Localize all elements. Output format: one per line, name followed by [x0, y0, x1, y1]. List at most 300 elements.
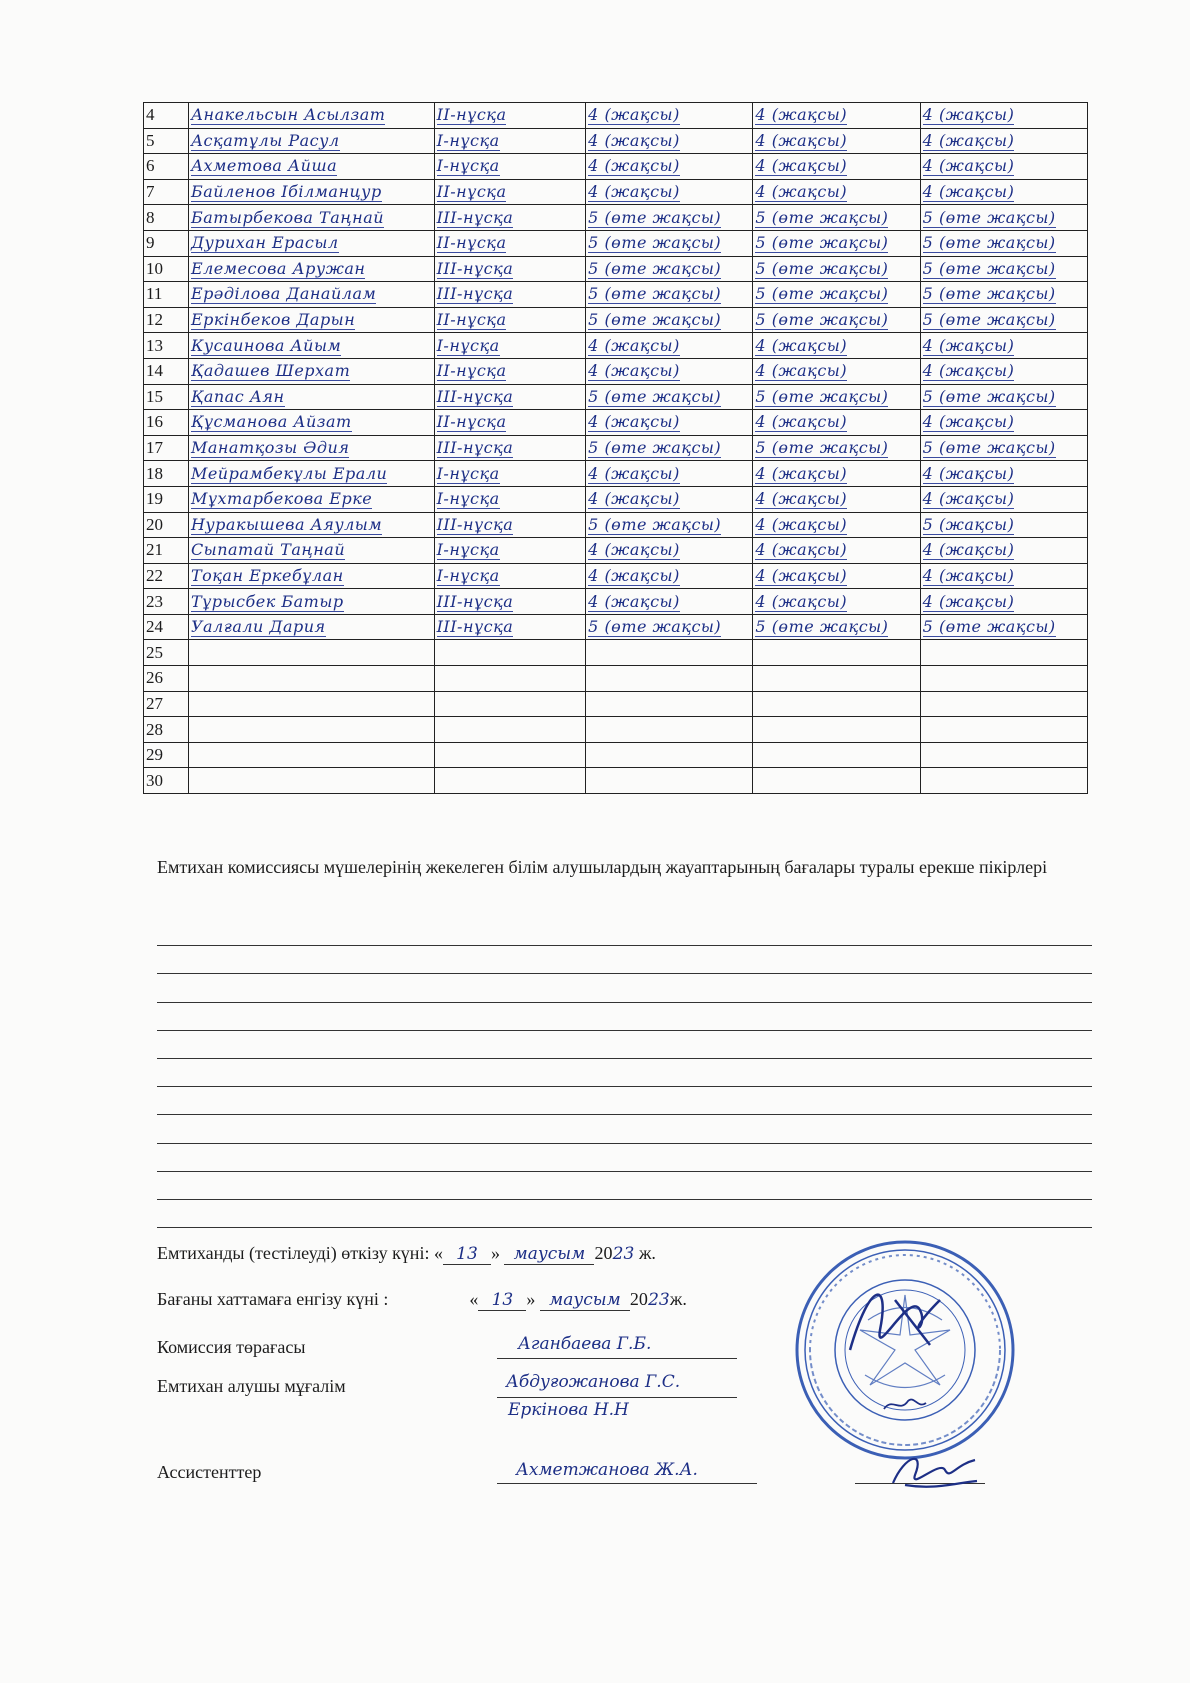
grade-3-cell [920, 538, 1087, 564]
grade-3-cell [920, 205, 1087, 231]
exam-variant: III-нұсқа [436, 207, 514, 227]
student-name-cell [188, 205, 434, 231]
student-number: 12 [144, 307, 189, 333]
grade-3: 5 (жақсы) [922, 514, 1015, 534]
grade-1-cell [586, 256, 753, 282]
exam-variant: II-нұсқа [436, 182, 507, 202]
grade-2-cell [753, 461, 920, 487]
student-name-cell [188, 512, 434, 538]
grade-2-cell [753, 358, 920, 384]
grade-1-cell [586, 179, 753, 205]
record-date-row: Бағаны хаттамаға енгізу күні : « 13 » маусым 2023ж. [157, 1289, 687, 1310]
exam-variant-cell [434, 230, 586, 256]
grade-2-cell [753, 768, 920, 794]
grade-2: 4 (жақсы) [755, 335, 848, 355]
table-row [144, 614, 1088, 640]
student-number: 17 [144, 435, 189, 461]
student-number: 10 [144, 256, 189, 282]
table-row [144, 358, 1088, 384]
grade-1-cell [586, 410, 753, 436]
exam-variant-cell [434, 435, 586, 461]
grade-2-cell [753, 179, 920, 205]
table-row [144, 461, 1088, 487]
grade-2: 5 (өте жақсы) [755, 438, 889, 458]
grade-1-cell [586, 282, 753, 308]
table-row [144, 691, 1088, 717]
exam-variant: II-нұсқа [436, 310, 507, 330]
exam-variant: III-нұсқа [436, 514, 514, 534]
grade-3-cell [920, 410, 1087, 436]
exam-variant-cell [434, 563, 586, 589]
stamp-signature-mark [880, 1395, 930, 1415]
table-row [144, 205, 1088, 231]
record-date-month: маусым [540, 1290, 630, 1311]
grade-2-cell [753, 589, 920, 615]
exam-variant: I-нұсқа [436, 335, 500, 355]
chair-name: Аганбаева Г.Б. [518, 1334, 652, 1354]
exam-variant: II-нұсқа [436, 361, 507, 381]
grade-1: 5 (өте жақсы) [588, 514, 722, 534]
exam-date-label: Емтиханды (тестілеуді) өткізу күні: [157, 1243, 430, 1263]
grade-1-cell [586, 614, 753, 640]
grade-3: 4 (жақсы) [922, 540, 1015, 560]
student-number: 16 [144, 410, 189, 436]
grade-2-cell [753, 333, 920, 359]
grade-3-cell [920, 384, 1087, 410]
teacher-label: Емтихан алушы мұғалім [157, 1376, 346, 1396]
assistant-name: Ахметжанова Ж.А. [516, 1460, 698, 1480]
student-name: Дурихан Ерасыл [190, 233, 339, 253]
student-name-cell [188, 666, 434, 692]
table-row [144, 333, 1088, 359]
student-number: 22 [144, 563, 189, 589]
grade-2: 5 (өте жақсы) [755, 207, 889, 227]
grade-2: 4 (жақсы) [755, 130, 848, 150]
exam-variant: III-нұсқа [436, 591, 514, 611]
grade-3: 5 (өте жақсы) [922, 617, 1056, 637]
remarks-lines [157, 918, 1092, 1228]
grade-3-cell [920, 512, 1087, 538]
exam-variant: III-нұсқа [436, 284, 514, 304]
grade-3-cell [920, 358, 1087, 384]
table-row [144, 128, 1088, 154]
teacher-name: Абдуғожанова Г.С. [506, 1372, 681, 1392]
grade-2: 5 (өте жақсы) [755, 258, 889, 278]
grade-1-cell [586, 563, 753, 589]
student-number: 11 [144, 282, 189, 308]
student-number: 19 [144, 486, 189, 512]
exam-variant-cell [434, 538, 586, 564]
grade-2: 4 (жақсы) [755, 361, 848, 381]
grade-3-cell [920, 128, 1087, 154]
student-number: 24 [144, 614, 189, 640]
student-number: 23 [144, 589, 189, 615]
grade-1-cell [586, 435, 753, 461]
table-row [144, 256, 1088, 282]
grade-1: 5 (өте жақсы) [588, 258, 722, 278]
grade-3: 4 (жақсы) [922, 105, 1015, 125]
student-name-cell [188, 282, 434, 308]
exam-date-month: маусым [504, 1244, 594, 1265]
student-name: Сыпатай Таңнай [190, 540, 346, 560]
grade-1-cell [586, 742, 753, 768]
student-name-cell [188, 435, 434, 461]
student-name: Құсманова Айзат [190, 412, 352, 432]
table-row [144, 717, 1088, 743]
grade-3-cell [920, 307, 1087, 333]
student-name: Байленов Ібілманцур [190, 182, 382, 202]
grade-3-cell [920, 256, 1087, 282]
grade-3: 5 (өте жақсы) [922, 310, 1056, 330]
exam-date-day: 13 [443, 1244, 491, 1265]
grade-3: 5 (өте жақсы) [922, 258, 1056, 278]
grade-3: 4 (жақсы) [922, 130, 1015, 150]
grade-1-cell [586, 384, 753, 410]
table-row [144, 230, 1088, 256]
student-number: 5 [144, 128, 189, 154]
table-row [144, 768, 1088, 794]
student-name: Ахметова Айша [190, 156, 338, 176]
table-row [144, 282, 1088, 308]
grade-3-cell [920, 333, 1087, 359]
grade-1-cell [586, 768, 753, 794]
student-name: Мейрамбекұлы Ерали [190, 463, 388, 483]
student-name-cell [188, 614, 434, 640]
student-name-cell [188, 563, 434, 589]
student-name: Батырбекова Таңнай [190, 207, 385, 227]
grade-3-cell [920, 154, 1087, 180]
grade-1-cell [586, 230, 753, 256]
grade-2-cell [753, 154, 920, 180]
grade-1-cell [586, 717, 753, 743]
exam-variant-cell [434, 691, 586, 717]
student-name-cell [188, 128, 434, 154]
grade-1: 4 (жақсы) [588, 156, 680, 176]
student-number: 29 [144, 742, 189, 768]
grade-3: 5 (өте жақсы) [922, 233, 1056, 253]
exam-variant-cell [434, 742, 586, 768]
exam-variant: III-нұсқа [436, 258, 514, 278]
grade-3: 5 (өте жақсы) [922, 284, 1056, 304]
grade-2-cell [753, 128, 920, 154]
student-number: 7 [144, 179, 189, 205]
exam-variant-cell [434, 205, 586, 231]
grade-3: 4 (жақсы) [922, 412, 1015, 432]
teacher-name-second: Еркінова Н.Н [508, 1400, 629, 1420]
grade-2: 4 (жақсы) [755, 463, 848, 483]
student-name-cell [188, 179, 434, 205]
grade-2: 4 (жақсы) [755, 489, 848, 509]
grade-3: 5 (өте жақсы) [922, 386, 1056, 406]
student-number: 8 [144, 205, 189, 231]
exam-variant-cell [434, 640, 586, 666]
exam-variant-cell [434, 410, 586, 436]
grade-3-cell [920, 103, 1087, 129]
grade-2-cell [753, 205, 920, 231]
exam-variant: III-нұсқа [436, 438, 514, 458]
chair-label: Комиссия төрағасы [157, 1337, 306, 1357]
student-name-cell [188, 103, 434, 129]
exam-variant-cell [434, 614, 586, 640]
student-name-cell [188, 154, 434, 180]
student-name-cell [188, 256, 434, 282]
grade-3-cell [920, 461, 1087, 487]
grade-1-cell [586, 666, 753, 692]
grade-2-cell [753, 717, 920, 743]
student-name: Мұхтарбекова Ерке [190, 489, 373, 509]
grade-1: 4 (жақсы) [588, 565, 680, 585]
student-name: Ерәділова Данайлам [190, 284, 377, 304]
grade-1: 4 (жақсы) [588, 335, 680, 355]
grade-3: 4 (жақсы) [922, 565, 1015, 585]
grade-1-cell [586, 358, 753, 384]
grade-3: 4 (жақсы) [922, 591, 1015, 611]
table-row [144, 307, 1088, 333]
grade-1: 4 (жақсы) [588, 540, 680, 560]
grade-3-cell [920, 640, 1087, 666]
exam-variant-cell [434, 128, 586, 154]
remarks-title: Емтихан комиссиясы мүшелерінің жекелеген білім алушылардың жауаптарының бағалары туралы ерекше пікірлері [157, 857, 1048, 877]
grade-2-cell [753, 640, 920, 666]
grade-3-cell [920, 230, 1087, 256]
grade-1-cell [586, 461, 753, 487]
grade-2: 5 (өте жақсы) [755, 617, 889, 637]
exam-variant-cell [434, 768, 586, 794]
student-name-cell [188, 461, 434, 487]
grade-2-cell [753, 282, 920, 308]
table-row [144, 154, 1088, 180]
chair-signature-line [497, 1358, 737, 1359]
grade-3: 5 (өте жақсы) [922, 207, 1056, 227]
assistant-signature-mark [885, 1445, 985, 1495]
grade-3-cell [920, 614, 1087, 640]
student-name: Қадашев Шерхат [190, 361, 351, 381]
student-number: 6 [144, 154, 189, 180]
grade-3: 4 (жақсы) [922, 156, 1015, 176]
grade-1: 4 (жақсы) [588, 105, 680, 125]
grade-1: 5 (өте жақсы) [588, 207, 722, 227]
grade-1: 5 (өте жақсы) [588, 386, 722, 406]
grade-1: 4 (жақсы) [588, 412, 680, 432]
grade-2-cell [753, 384, 920, 410]
exam-variant-cell [434, 282, 586, 308]
grade-1: 5 (өте жақсы) [588, 284, 722, 304]
student-name: Еркінбеков Дарын [190, 310, 356, 330]
student-number: 13 [144, 333, 189, 359]
table-row [144, 384, 1088, 410]
student-name-cell [188, 640, 434, 666]
table-row [144, 410, 1088, 436]
student-number: 26 [144, 666, 189, 692]
record-date-year-suffix: 23 [648, 1290, 670, 1310]
exam-date-year-suffix: 23 [612, 1244, 635, 1264]
exam-variant: II-нұсқа [436, 412, 507, 432]
grade-2-cell [753, 307, 920, 333]
exam-variant: II-нұсқа [436, 105, 507, 125]
grade-2-cell [753, 614, 920, 640]
grade-3: 4 (жақсы) [922, 361, 1015, 381]
grade-1-cell [586, 589, 753, 615]
student-number: 18 [144, 461, 189, 487]
grade-1: 4 (жақсы) [588, 361, 680, 381]
student-number: 4 [144, 103, 189, 129]
exam-variant: I-нұсқа [436, 489, 500, 509]
student-name-cell [188, 538, 434, 564]
grade-3-cell [920, 691, 1087, 717]
student-name-cell [188, 589, 434, 615]
grade-2-cell [753, 103, 920, 129]
exam-date-year-prefix: 20 [594, 1243, 613, 1263]
grade-1-cell [586, 205, 753, 231]
grade-3-cell [920, 742, 1087, 768]
grade-2-cell [753, 691, 920, 717]
table-row [144, 512, 1088, 538]
grade-3-cell [920, 435, 1087, 461]
student-name-cell [188, 486, 434, 512]
grade-2-cell [753, 742, 920, 768]
exam-variant: III-нұсқа [436, 386, 514, 406]
student-number: 20 [144, 512, 189, 538]
exam-date-unit: ж. [638, 1243, 656, 1263]
student-name-cell [188, 307, 434, 333]
grade-2: 4 (жақсы) [755, 540, 848, 560]
student-name-cell [188, 384, 434, 410]
grade-1-cell [586, 128, 753, 154]
grade-1-cell [586, 538, 753, 564]
assistants-label: Ассистенттер [157, 1462, 262, 1482]
student-name: Асқатұлы Расул [190, 130, 340, 150]
student-name-cell [188, 691, 434, 717]
grade-2-cell [753, 486, 920, 512]
student-number: 27 [144, 691, 189, 717]
grade-1: 4 (жақсы) [588, 130, 680, 150]
student-name-cell [188, 717, 434, 743]
student-number: 14 [144, 358, 189, 384]
exam-variant: I-нұсқа [436, 463, 500, 483]
exam-variant: I-нұсқа [436, 565, 500, 585]
table-row [144, 589, 1088, 615]
grades-table [143, 102, 1088, 794]
grade-2-cell [753, 512, 920, 538]
grade-2-cell [753, 410, 920, 436]
student-name-cell [188, 230, 434, 256]
grade-1: 5 (өте жақсы) [588, 310, 722, 330]
student-name: Нуракышева Аяулым [190, 514, 383, 534]
grade-2-cell [753, 666, 920, 692]
grade-3-cell [920, 717, 1087, 743]
grade-3: 4 (жақсы) [922, 182, 1015, 202]
grade-2: 4 (жақсы) [755, 591, 848, 611]
grade-1: 5 (өте жақсы) [588, 233, 722, 253]
teacher-signature-line [497, 1397, 737, 1398]
student-number: 21 [144, 538, 189, 564]
exam-date-row: Емтиханды (тестілеуді) өткізу күні: « 13 » маусым 2023 ж. [157, 1243, 656, 1264]
exam-variant: I-нұсқа [436, 156, 500, 176]
grade-2: 4 (жақсы) [755, 105, 848, 125]
grade-1: 4 (жақсы) [588, 182, 680, 202]
grade-2-cell [753, 256, 920, 282]
grade-3-cell [920, 589, 1087, 615]
record-date-label: Бағаны хаттамаға енгізу күні : [157, 1289, 389, 1309]
exam-variant: III-нұсқа [436, 617, 514, 637]
student-name: Кусаинова Айым [190, 335, 342, 355]
exam-variant-cell [434, 103, 586, 129]
student-number: 28 [144, 717, 189, 743]
grade-3-cell [920, 768, 1087, 794]
exam-variant-cell [434, 256, 586, 282]
grade-1-cell [586, 691, 753, 717]
exam-variant-cell [434, 358, 586, 384]
student-name-cell [188, 358, 434, 384]
table-row [144, 742, 1088, 768]
record-date-day: 13 [478, 1290, 526, 1311]
grade-2: 4 (жақсы) [755, 565, 848, 585]
grade-2: 4 (жақсы) [755, 182, 848, 202]
grade-2: 4 (жақсы) [755, 514, 848, 534]
grade-3: 4 (жақсы) [922, 489, 1015, 509]
grade-1-cell [586, 640, 753, 666]
grade-2: 5 (өте жақсы) [755, 310, 889, 330]
exam-variant-cell [434, 179, 586, 205]
grade-1-cell [586, 512, 753, 538]
exam-variant: II-нұсқа [436, 233, 507, 253]
table-row [144, 640, 1088, 666]
grade-3-cell [920, 282, 1087, 308]
assistant-signature-line [497, 1483, 757, 1484]
grade-1: 4 (жақсы) [588, 591, 680, 611]
student-name: Манатқозы Әдия [190, 438, 350, 458]
table-row [144, 103, 1088, 129]
table-row [144, 486, 1088, 512]
grade-1: 5 (өте жақсы) [588, 617, 722, 637]
student-name-cell [188, 333, 434, 359]
grade-2-cell [753, 435, 920, 461]
student-name: Анакельсын Асылзат [190, 105, 386, 125]
grade-3: 5 (өте жақсы) [922, 438, 1056, 458]
student-name-cell [188, 768, 434, 794]
student-name: Тұрысбек Батыр [190, 591, 344, 611]
student-name-cell [188, 742, 434, 768]
student-name: Уалғали Дария [190, 617, 326, 637]
exam-variant-cell [434, 154, 586, 180]
grade-3: 4 (жақсы) [922, 335, 1015, 355]
exam-variant-cell [434, 486, 586, 512]
grade-3: 4 (жақсы) [922, 463, 1015, 483]
grade-2: 4 (жақсы) [755, 412, 848, 432]
grade-1-cell [586, 307, 753, 333]
grade-1: 4 (жақсы) [588, 463, 680, 483]
student-name-cell [188, 410, 434, 436]
chair-signature-mark [840, 1270, 960, 1370]
student-number: 9 [144, 230, 189, 256]
exam-variant-cell [434, 666, 586, 692]
exam-variant-cell [434, 589, 586, 615]
grade-1: 4 (жақсы) [588, 489, 680, 509]
grade-1-cell [586, 486, 753, 512]
student-name: Елемесова Аружан [190, 258, 366, 278]
grade-1-cell [586, 333, 753, 359]
exam-variant: I-нұсқа [436, 540, 500, 560]
table-row [144, 538, 1088, 564]
student-number: 30 [144, 768, 189, 794]
grade-2: 5 (өте жақсы) [755, 233, 889, 253]
grade-2-cell [753, 538, 920, 564]
record-date-year-prefix: 20 [629, 1289, 648, 1309]
exam-variant: I-нұсқа [436, 130, 500, 150]
grade-3-cell [920, 666, 1087, 692]
grade-1-cell [586, 154, 753, 180]
table-row [144, 563, 1088, 589]
